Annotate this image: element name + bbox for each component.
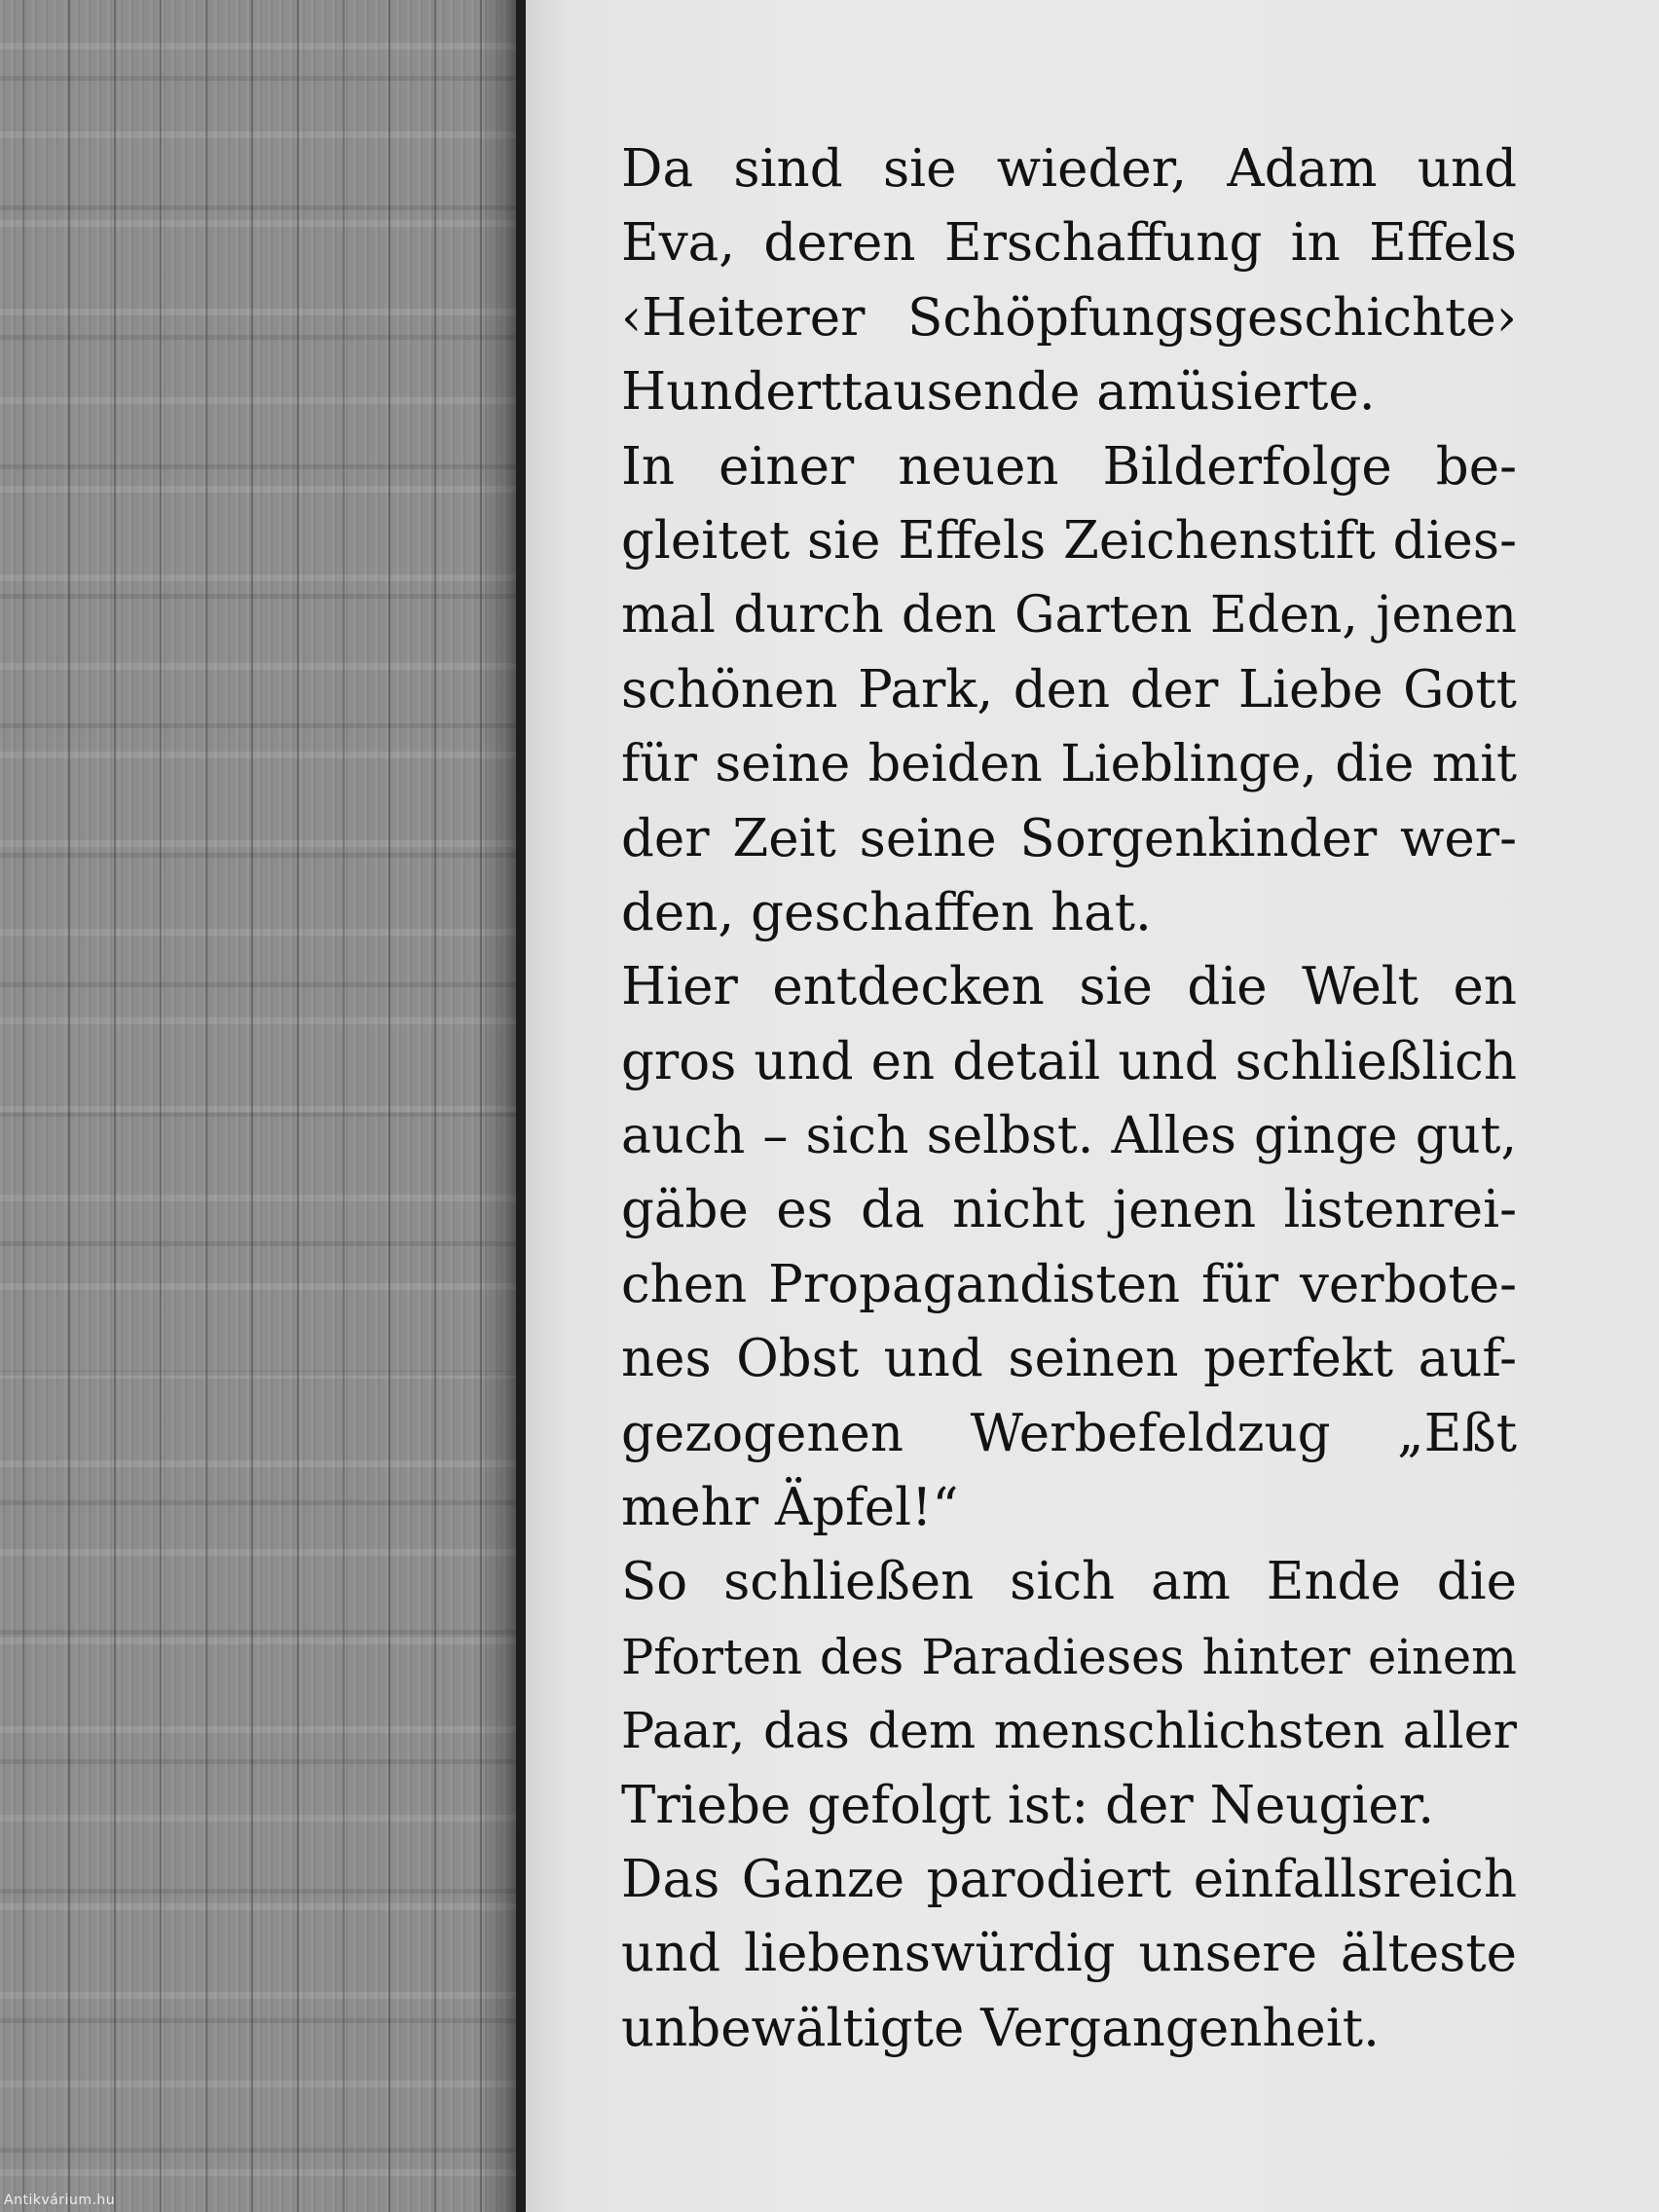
text-line: mal durch den Garten Eden, jenen — [621, 586, 1517, 645]
text-line: Paar, das dem menschlichsten aller — [621, 1702, 1517, 1760]
text-line: gäbe es da nicht jenen listenrei- — [621, 1180, 1517, 1240]
text-line: gros und en detail und schließlich — [621, 1031, 1517, 1091]
text-line: gezogenen Werbefeldzug „Eßt — [621, 1403, 1517, 1463]
blurb-text — [621, 132, 1517, 2066]
paragraph-2 — [621, 430, 1517, 951]
wood-surface — [0, 0, 545, 2212]
paragraph-5 — [621, 1843, 1517, 2066]
text-line: chen Propagandisten für verbote- — [621, 1254, 1517, 1314]
text-line: gleitet sie Effels Zeichenstift dies- — [621, 510, 1517, 571]
text-line: So schließen sich am Ende die — [621, 1552, 1517, 1612]
text-line: ‹Heiterer Schöpfungsgeschichte› — [621, 287, 1517, 348]
text-line: schönen Park, den der Liebe Gott — [621, 659, 1517, 719]
text-line: nes Obst und seinen perfekt auf- — [621, 1329, 1517, 1389]
paragraph-1 — [621, 132, 1517, 430]
text-line: Hunderttausende amüsierte. — [621, 362, 1376, 423]
watermark: Antikvárium.hu — [4, 2193, 116, 2208]
text-line: für seine beiden Lieblinge, die mit — [621, 735, 1517, 794]
text-line: Da sind sie wieder, Adam und — [621, 139, 1517, 199]
text-line: der Zeit seine Sorgenkinder wer- — [621, 808, 1517, 868]
paragraph-4 — [621, 1545, 1517, 1843]
text-line: und liebenswürdig unsere älteste — [621, 1924, 1517, 1984]
text-line: mehr Äpfel!“ — [621, 1478, 959, 1538]
text-line: Pforten des Paradieses hinter einem — [621, 1628, 1517, 1685]
text-line: Triebe gefolgt ist: der Neugier. — [621, 1775, 1435, 1835]
text-line: Eva, deren Erschaffung in Effels — [621, 213, 1517, 274]
book-page — [526, 0, 1659, 2212]
text-line: Hier entdecken sie die Welt en — [621, 957, 1517, 1017]
text-line: In einer neuen Bilderfolge be- — [621, 436, 1517, 497]
text-line: auch – sich selbst. Alles ginge gut, — [621, 1107, 1517, 1166]
spine-edge — [516, 0, 526, 2212]
paragraph-3 — [621, 950, 1517, 1545]
text-line: den, geschaffen hat. — [621, 882, 1152, 942]
text-line: Das Ganze parodiert einfallsreich — [621, 1849, 1517, 1909]
text-line: unbewältigte Vergangenheit. — [621, 1998, 1380, 2058]
